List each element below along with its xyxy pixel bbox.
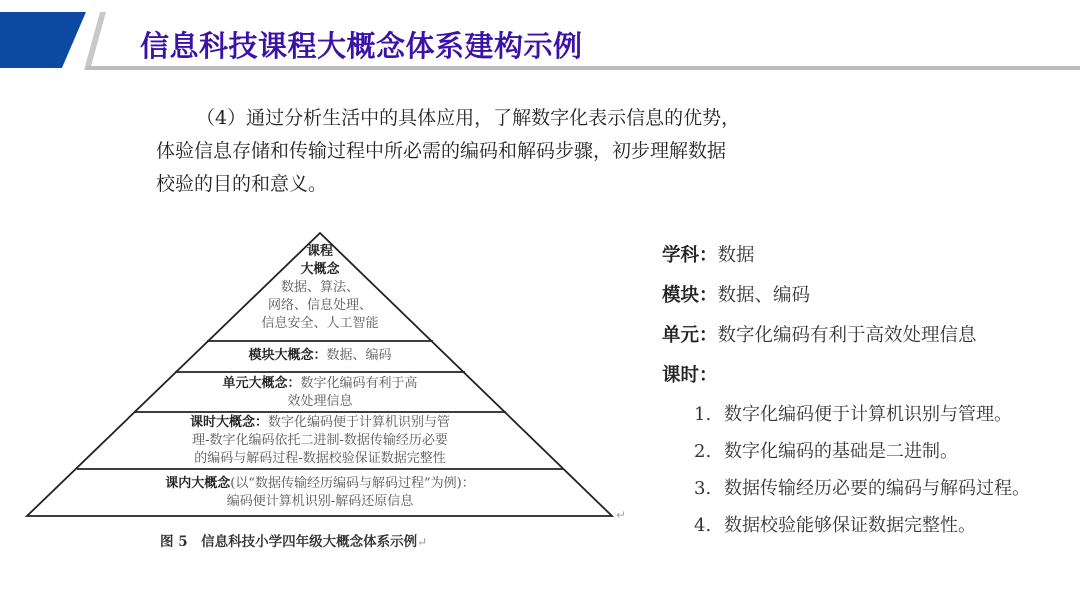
list-item [694,511,1030,548]
caption-text: 图 5 信息科技小学四年级大概念体系示例 [160,534,418,550]
summary-panel [662,240,977,400]
level-content: 编码便计算机识别-解码还原信息 [226,494,414,509]
level-label: 课时大概念： [189,415,268,430]
return-mark: ↵ [616,508,627,522]
pyramid-level-in-class [80,475,560,511]
level-content: 理-数字化编码依托二进制-数据传输经历必要 [192,433,448,448]
level-label: 大概念 [300,262,340,277]
intro-line: 体验信息存储和传输过程中所必需的编码和解码步骤，初步理解数据 [156,140,727,162]
pyramid-level-lesson [120,414,520,468]
item-text: 数据传输经历必要的编码与解码过程。 [724,478,1030,499]
page-title: 信息科技课程大概念体系建构示例 [140,29,583,63]
intro-line: 校验的目的和意义。 [156,173,328,195]
level-content: 数字化编码便于计算机识别与管 [268,415,451,430]
summary-lesson [662,360,977,400]
list-item [694,474,1030,511]
level-content: 数字化编码有利于高 [300,376,418,391]
summary-value: 数据 [717,245,755,266]
level-content: (以“数据传输经历编码与解码过程”为例)： [230,476,475,491]
level-label: 单元大概念： [222,376,301,391]
level-content: 的编码与解码过程-数据校验保证数据完整性 [194,451,446,466]
summary-value: 数据、编码 [717,285,811,306]
intro-line: （4）通过分析生活中的具体应用，了解数字化表示信息的优势， [196,107,741,129]
item-number: 2. [694,441,712,462]
summary-value: 数字化编码有利于高效处理信息 [717,325,977,346]
figure-caption [160,530,427,550]
return-mark: ↵ [417,535,428,549]
level-label: 模块大概念： [248,348,327,363]
level-content: 数据、算法、 [280,280,359,295]
list-item [694,400,1030,437]
summary-key: 模块： [662,285,718,306]
list-item [694,437,1030,474]
summary-key: 学科： [662,245,718,266]
item-text: 数字化编码的基础是二进制。 [724,441,958,462]
item-text: 数据校验能够保证数据完整性。 [724,515,976,536]
pyramid-level-course [220,243,420,333]
summary-module [662,280,977,320]
item-number: 1. [694,404,712,425]
pyramid-level-module [180,347,460,365]
summary-key: 单元： [662,325,718,346]
pyramid-level-unit [170,375,470,411]
summary-key: 课时： [662,365,718,386]
summary-unit [662,320,977,360]
item-number: 4. [694,515,712,536]
item-number: 3. [694,478,712,499]
level-content: 效处理信息 [287,394,353,409]
level-label: 课程 [306,244,333,259]
level-label: 课内大概念 [165,476,231,491]
lesson-list [694,400,1030,548]
level-content: 信息安全、人工智能 [261,316,379,331]
level-content: 数据、编码 [326,348,392,363]
level-content: 网络、信息处理、 [267,298,372,313]
item-text: 数字化编码便于计算机识别与管理。 [724,404,1012,425]
summary-subject [662,240,977,280]
